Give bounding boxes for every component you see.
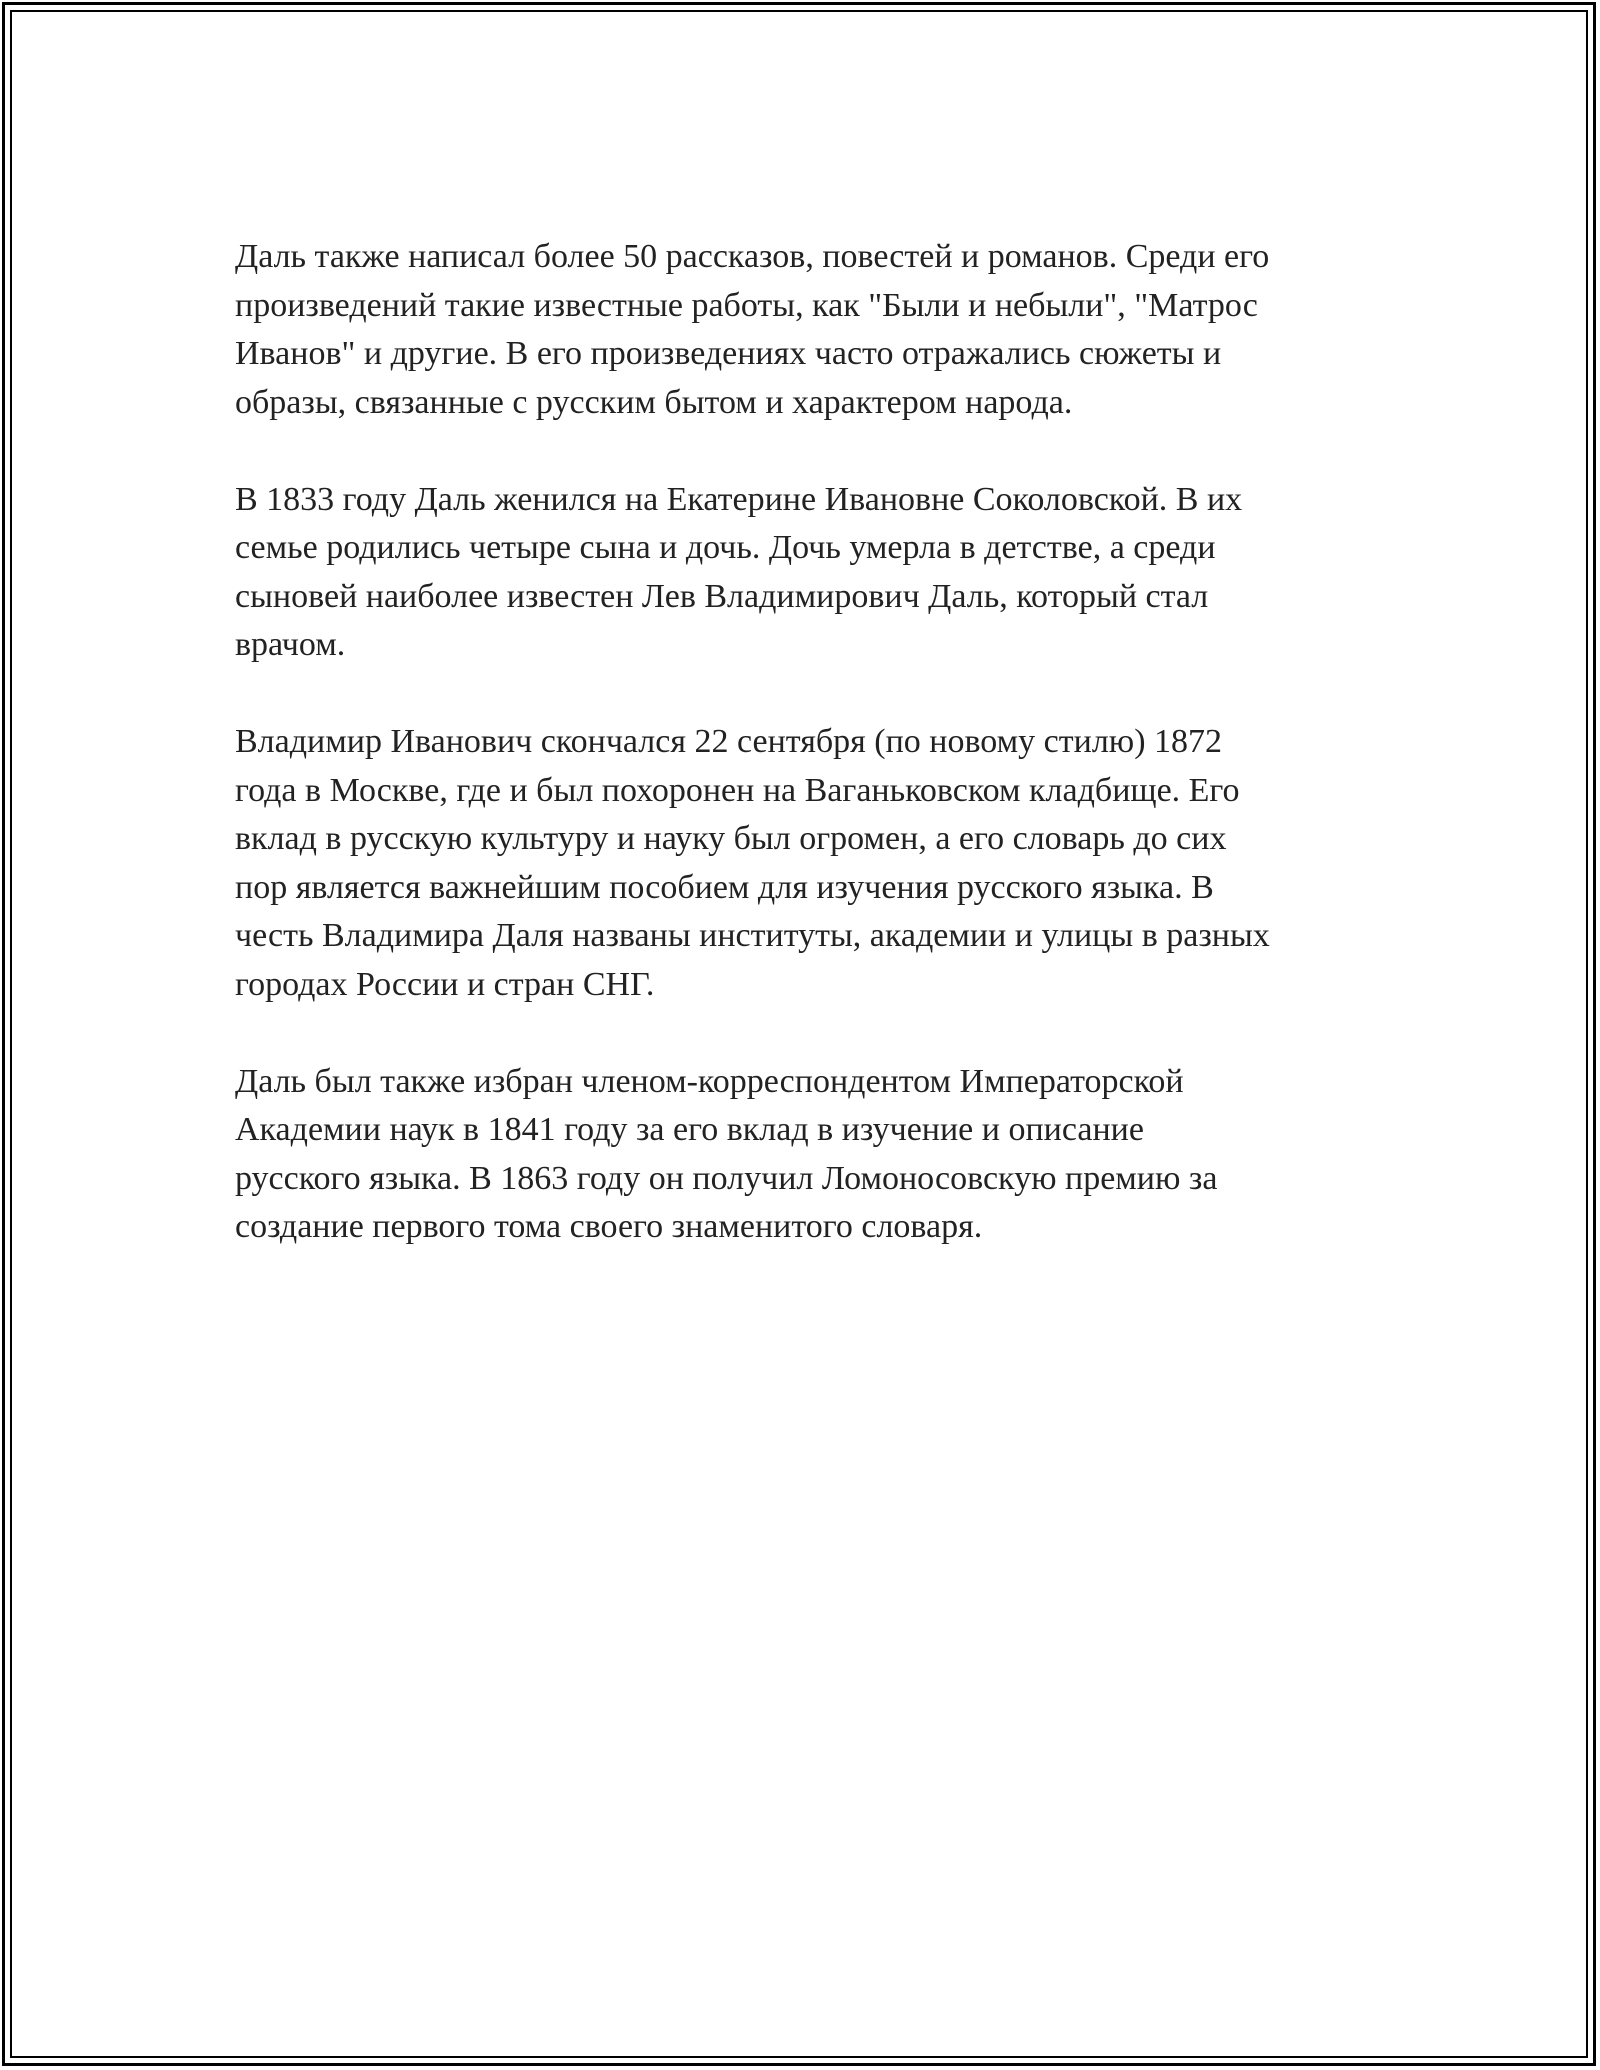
document-body xyxy=(235,233,1370,1300)
paragraph-2: В 1833 году Даль женился на Екатерине Ивановне Соколовской. В их семье родились четыре сына и дочь. Дочь умерла в детстве, а среди сыновей наиболее известен Лев Владимирович Даль, который стал врачом. xyxy=(235,480,1243,663)
paragraph-3: Владимир Иванович скончался 22 сентября (по новому стилю) 1872 года в Москве, где и был похоронен на Ваганьковском кладбище. Его вклад в русскую культуру и науку был огромен, а его словарь до сих пор является важнейшим пособием для изучения русского языка. В честь Владимира Даля названы институты, академии и улицы в разных городах России и стран СНГ. xyxy=(235,723,1270,1003)
paragraph-1: Даль также написал более 50 рассказов, повестей и романов. Среди его произведений такие известные работы, как "Были и небыли", "Матрос Иванов" и другие. В его произведениях часто отражались сюжеты и образы, связанные с русским бытом и характером народа. xyxy=(235,238,1270,421)
paragraph-4: Даль был также избран членом-корреспондентом Императорской Академии наук в 1841 году за его вклад в изучение и описание русского языка. В 1863 году он получил Ломоносовскую премию за создание первого тома своего знаменитого словаря. xyxy=(235,1062,1218,1245)
